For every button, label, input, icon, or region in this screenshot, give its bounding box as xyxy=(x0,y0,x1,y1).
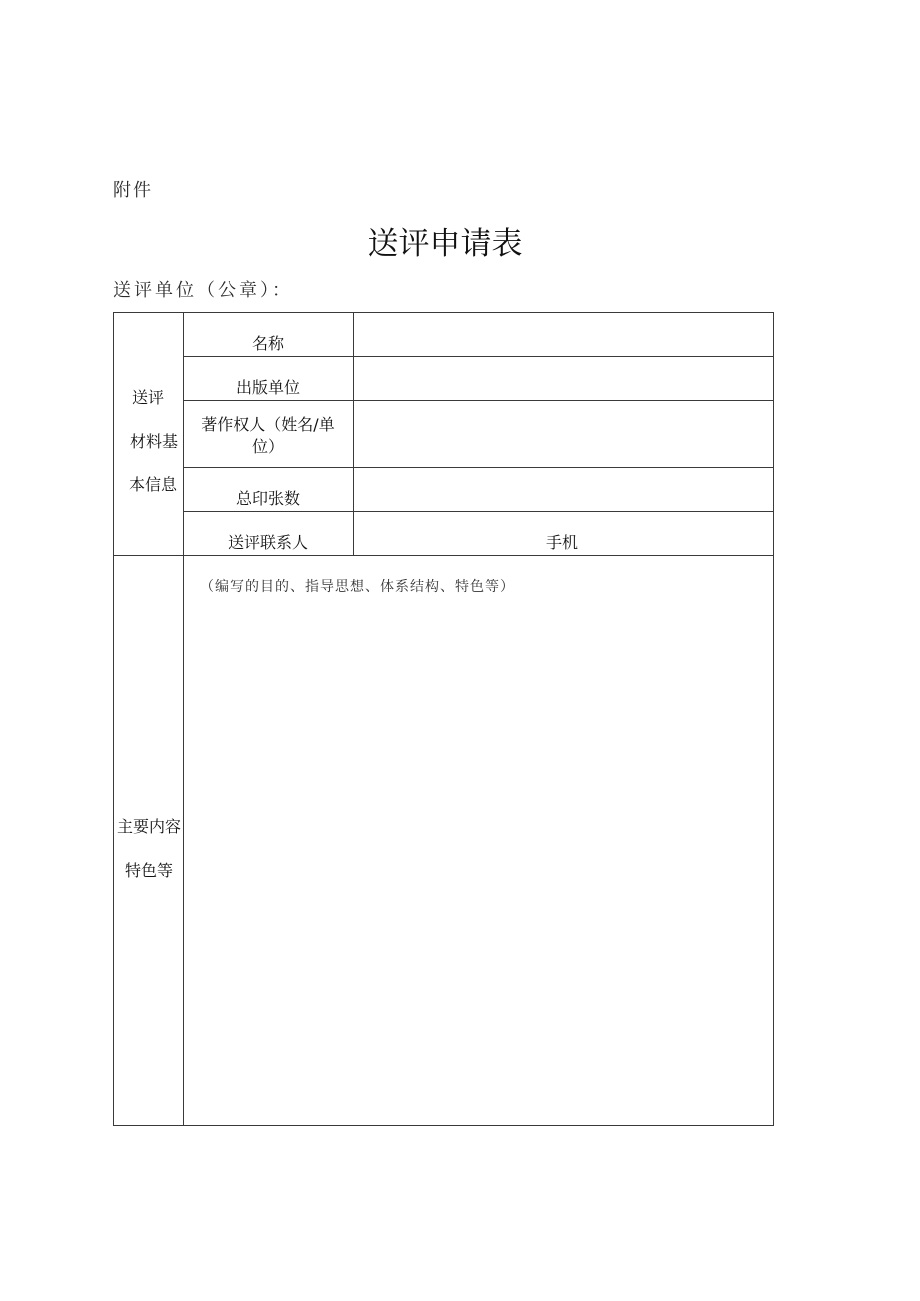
name-field[interactable] xyxy=(354,313,773,356)
total-sheets-field[interactable] xyxy=(354,468,773,511)
submitting-unit-line: 送评单位（公章）： xyxy=(113,280,293,301)
attachment-label: 附件 xyxy=(113,180,153,201)
phone-field[interactable] xyxy=(610,512,773,555)
contact-person-field[interactable] xyxy=(354,512,514,555)
section-content-label-1: 主要内容 xyxy=(116,817,181,836)
table-border-bottom xyxy=(113,1125,774,1126)
publisher-label: 出版单位 xyxy=(235,378,300,397)
section-basic-label-2: 材料基 xyxy=(130,432,179,451)
name-label: 名称 xyxy=(251,334,284,353)
author-label-line1: 著作权人（姓名/单 xyxy=(201,415,335,434)
contact-person-label: 送评联系人 xyxy=(227,533,308,552)
section-basic-label-3: 本信息 xyxy=(129,475,178,494)
table-border-right xyxy=(773,312,774,1126)
page-title: 送评申请表 xyxy=(367,226,523,262)
author-field[interactable] xyxy=(354,401,773,467)
content-hint: （编写的目的、指导思想、体系结构、特色等） xyxy=(200,579,515,595)
phone-label: 手机 xyxy=(545,533,578,552)
section-content-label-2: 特色等 xyxy=(124,861,173,880)
total-sheets-label: 总印张数 xyxy=(235,489,300,508)
author-label-line2: 位） xyxy=(251,437,284,456)
section-basic-label-1: 送评 xyxy=(131,388,164,407)
publisher-field[interactable] xyxy=(354,357,773,400)
main-content-field[interactable] xyxy=(184,556,773,1125)
